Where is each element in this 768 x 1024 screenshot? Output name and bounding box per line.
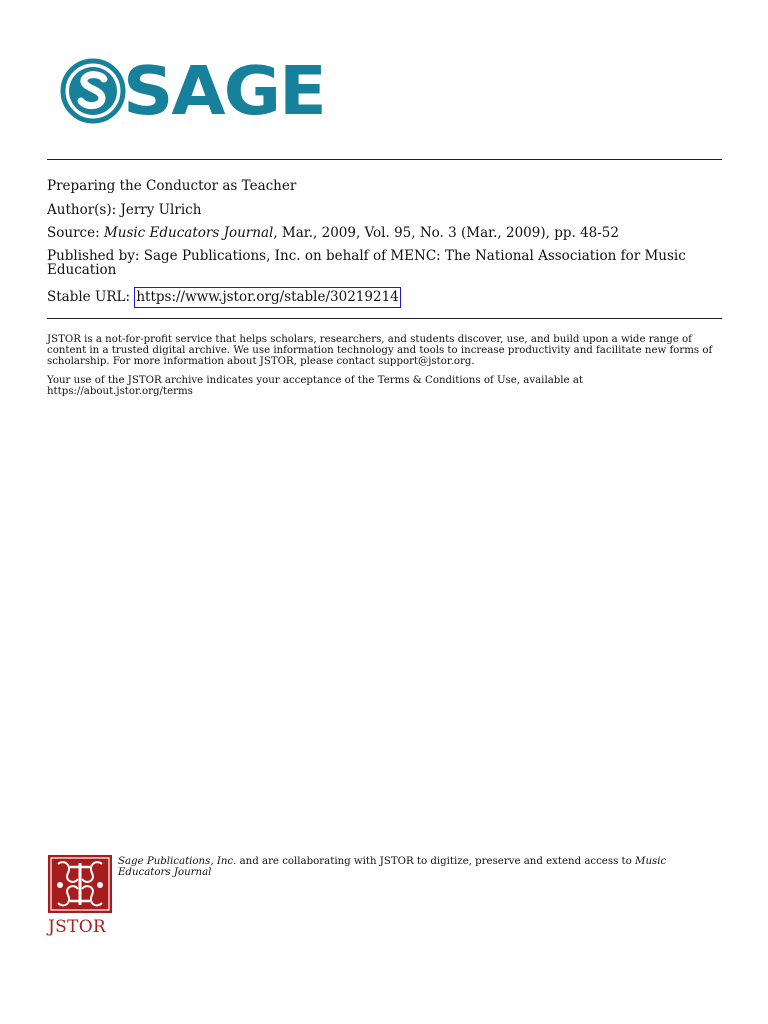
stable-url-label: Stable URL:	[47, 289, 131, 305]
footer-journal: Music Educators Journal	[118, 856, 667, 878]
footer-collaboration-text	[118, 856, 718, 878]
top-divider	[47, 159, 722, 160]
article-source	[47, 226, 727, 240]
footer-publisher: Sage Publications, Inc.	[118, 856, 237, 867]
source-label: Source:	[47, 225, 100, 241]
published-by: Sage Publications, Inc. on behalf of MENC: The National Association for Music Education	[47, 248, 686, 278]
sage-wordmark: SAGE	[123, 51, 325, 131]
article-author	[47, 203, 727, 217]
stable-url-link[interactable]: https://www.jstor.org/stable/30219214	[134, 287, 400, 308]
jstor-wordmark: JSTOR	[48, 917, 107, 937]
jstor-seal-icon	[48, 855, 112, 913]
middle-divider	[47, 318, 722, 319]
author-name: Jerry Ulrich	[120, 202, 202, 218]
article-title: Preparing the Conductor as Teacher	[47, 178, 297, 194]
jstor-terms-notice: Your use of the JSTOR archive indicates your acceptance of the Terms & Conditions of Use, available at https://about.jstor.org/terms	[47, 375, 583, 397]
stable-url-line	[47, 290, 727, 304]
published-label: Published by:	[47, 248, 140, 264]
article-publisher	[47, 249, 727, 277]
source-details: , Mar., 2009, Vol. 95, No. 3 (Mar., 2009), pp. 48-52	[273, 225, 619, 241]
author-label: Author(s):	[47, 202, 117, 218]
jstor-logo	[48, 855, 114, 937]
footer-middle-text: and are collaborating with JSTOR to digitize, preserve and extend access to	[236, 856, 636, 867]
sage-logo	[60, 51, 330, 131]
sage-s-mark-icon	[60, 58, 126, 124]
jstor-about-notice: JSTOR is a not-for-profit service that helps scholars, researchers, and students discover, use, and build upon a wide range of content in a trusted digital archive. We use information technology and tools to increase productivity and facilitate new forms of scholarship. For more information about JSTOR, please contact support@jstor.org.	[47, 334, 713, 367]
source-journal: Music Educators Journal	[103, 225, 274, 241]
